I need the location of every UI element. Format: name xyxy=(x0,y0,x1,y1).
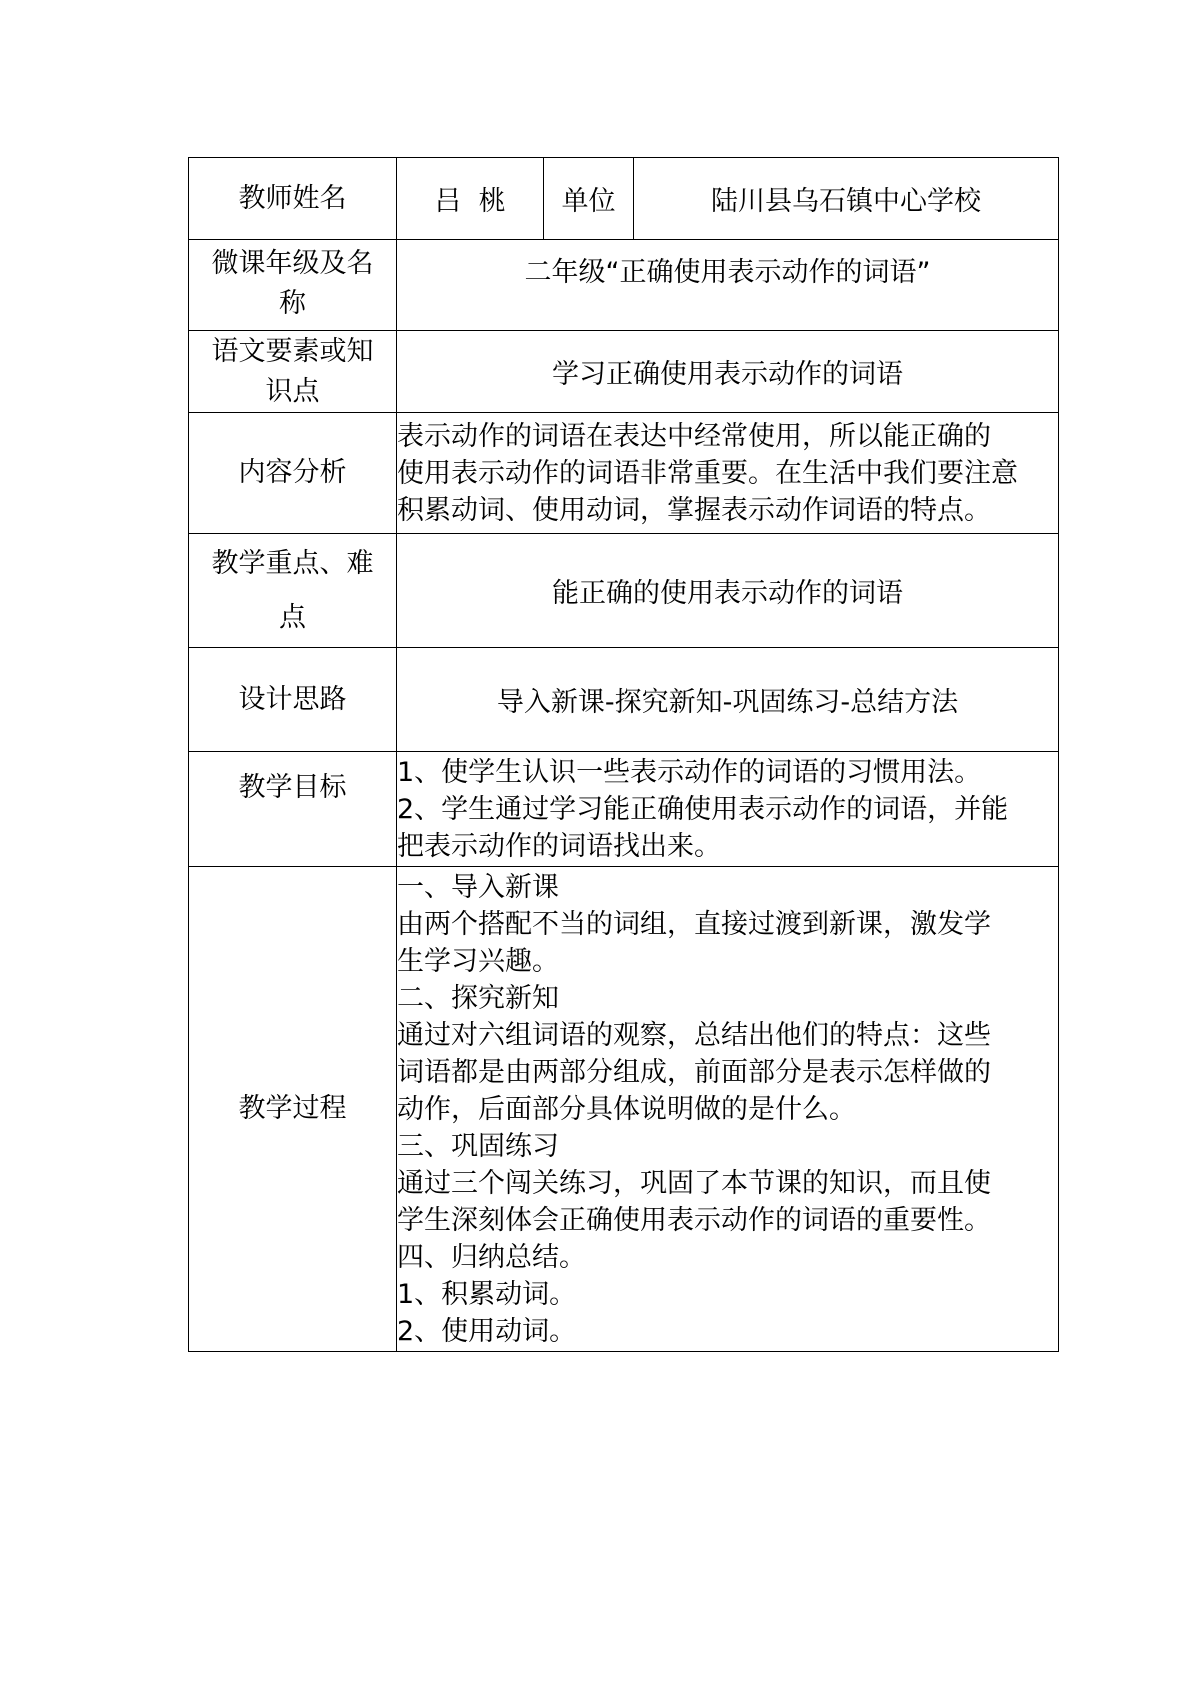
course-label xyxy=(189,240,397,331)
process-line: 三、巩固练习 xyxy=(397,1130,559,1162)
process-line: 通过三个闯关练习，巩固了本节课的知识，而且使 xyxy=(397,1167,991,1199)
objectives-row xyxy=(189,752,1059,867)
unit-value: 陆川县乌石镇中心学校 xyxy=(634,158,1059,240)
objectives-line: 1、使学生认识一些表示动作的词语的习惯用法。 xyxy=(397,756,982,788)
course-label-line: 微课年级及名 xyxy=(211,248,374,279)
process-line: 由两个搭配不当的词组，直接过渡到新课，激发学 xyxy=(397,908,991,940)
process-line: 1、积累动词。 xyxy=(397,1278,577,1310)
key-points-value: 能正确的使用表示动作的词语 xyxy=(397,534,1059,648)
process-row xyxy=(189,867,1059,1352)
design-value: 导入新课-探究新知-巩固练习-总结方法 xyxy=(397,648,1059,752)
analysis-value xyxy=(397,413,1059,534)
knowledge-label-line: 语文要素或知 xyxy=(211,335,374,367)
objectives-line: 2、学生通过学习能正确使用表示动作的词语，并能 xyxy=(397,793,1009,825)
process-line: 通过对六组词语的观察，总结出他们的特点：这些 xyxy=(397,1019,991,1051)
process-line: 四、归纳总结。 xyxy=(397,1241,586,1273)
course-label-line: 称 xyxy=(279,288,306,319)
process-line: 二、探究新知 xyxy=(397,982,559,1014)
teacher-name-value: 吕 桃 xyxy=(397,158,544,240)
knowledge-value: 学习正确使用表示动作的词语 xyxy=(397,331,1059,413)
analysis-line: 积累动词、使用动词，掌握表示动作词语的特点。 xyxy=(397,494,991,526)
key-points-label-line: 教学重点、难 xyxy=(211,547,374,579)
lesson-plan-table xyxy=(188,157,1059,1352)
analysis-line: 表示动作的词语在表达中经常使用，所以能正确的 xyxy=(397,420,991,452)
knowledge-row xyxy=(189,331,1059,413)
design-label: 设计思路 xyxy=(189,648,397,752)
design-row xyxy=(189,648,1059,752)
process-line: 一、导入新课 xyxy=(397,871,559,903)
teacher-row xyxy=(189,158,1059,240)
key-points-label-line: 点 xyxy=(279,601,306,633)
course-value: 二年级“正确使用表示动作的词语” xyxy=(397,240,1059,331)
knowledge-label-line: 识点 xyxy=(265,375,320,407)
key-points-label xyxy=(189,534,397,648)
process-line: 生学习兴趣。 xyxy=(397,945,559,977)
objectives-value xyxy=(397,752,1059,867)
process-line: 词语都是由两部分组成，前面部分是表示怎样做的 xyxy=(397,1056,991,1088)
objectives-label: 教学目标 xyxy=(189,752,397,867)
analysis-label: 内容分析 xyxy=(189,413,397,534)
key-points-row xyxy=(189,534,1059,648)
teacher-name-label: 教师姓名 xyxy=(189,158,397,240)
process-line: 动作，后面部分具体说明做的是什么。 xyxy=(397,1093,856,1125)
knowledge-label xyxy=(189,331,397,413)
process-label: 教学过程 xyxy=(189,867,397,1352)
process-value xyxy=(397,867,1059,1352)
unit-label: 单位 xyxy=(544,158,634,240)
process-line: 2、使用动词。 xyxy=(397,1315,577,1347)
analysis-line: 使用表示动作的词语非常重要。在生活中我们要注意 xyxy=(397,457,1018,489)
course-row xyxy=(189,240,1059,331)
objectives-line: 把表示动作的词语找出来。 xyxy=(397,830,721,862)
process-line: 学生深刻体会正确使用表示动作的词语的重要性。 xyxy=(397,1204,991,1236)
analysis-row xyxy=(189,413,1059,534)
